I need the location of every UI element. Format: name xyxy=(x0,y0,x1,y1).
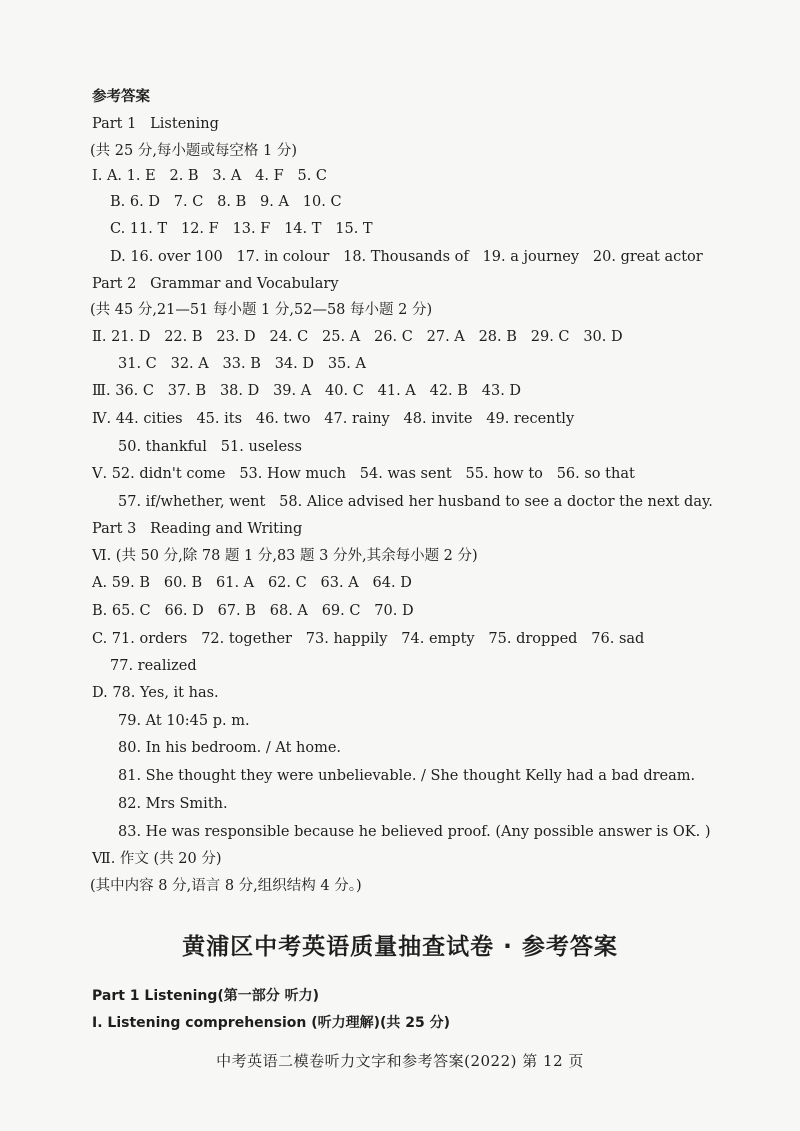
answer-line: D. 16. over 100 17. in colour 18. Thousands of 19. a journey 20. great actor xyxy=(110,249,703,265)
answer-line: 79. At 10:45 p. m. xyxy=(118,713,250,729)
listening-comprehension-heading: Ⅰ. Listening comprehension (听力理解)(共 25 分) xyxy=(92,1015,451,1031)
answer-line: A. 59. B 60. B 61. A 62. C 63. A 64. D xyxy=(92,575,412,591)
part3-score-note: Ⅵ. (共 50 分,除 78 题 1 分,83 题 3 分外,其余每小题 2 分) xyxy=(92,548,478,564)
section-title: 参考答案 xyxy=(92,89,150,105)
answer-line: 83. He was responsible because he believed proof. (Any possible answer is OK. ) xyxy=(118,824,711,840)
answer-line: 82. Mrs Smith. xyxy=(118,796,228,812)
answer-line: Ⅲ. 36. C 37. B 38. D 39. A 40. C 41. A 42. B 43. D xyxy=(92,383,522,399)
answer-line: Ⅱ. 21. D 22. B 23. D 24. C 25. A 26. C 27. A 28. B 29. C 30. D xyxy=(92,329,623,345)
page-footer: 中考英语二模卷听力文字和参考答案(2022) 第 12 页 xyxy=(216,1052,584,1070)
answer-line: 81. She thought they were unbelievable. / She thought Kelly had a bad dream. xyxy=(118,768,696,784)
answer-line: Ⅰ. A. 1. E 2. B 3. A 4. F 5. C xyxy=(92,168,328,184)
answer-line: C. 11. T 12. F 13. F 14. T 15. T xyxy=(110,221,373,237)
writing-score-note: (其中内容 8 分,语言 8 分,组织结构 4 分。) xyxy=(90,878,362,894)
answer-line: Ⅴ. 52. didn't come 53. How much 54. was sent 55. how to 56. so that xyxy=(92,466,635,482)
part3-heading: Part 3 Reading and Writing xyxy=(92,521,303,537)
writing-heading: Ⅶ. 作文 (共 20 分) xyxy=(92,851,222,867)
answer-line: Ⅳ. 44. cities 45. its 46. two 47. rainy 48. invite 49. recently xyxy=(92,411,575,427)
answer-line: 31. C 32. A 33. B 34. D 35. A xyxy=(118,356,366,372)
answer-line: C. 71. orders 72. together 73. happily 74. empty 75. dropped 76. sad xyxy=(92,631,645,647)
answer-line: 80. In his bedroom. / At home. xyxy=(118,740,342,756)
answer-line: 57. if/whether, went 58. Alice advised her husband to see a doctor the next day. xyxy=(118,494,713,510)
answer-line: 50. thankful 51. useless xyxy=(118,439,302,455)
section-heading: 黄浦区中考英语质量抽查试卷 · 参考答案 xyxy=(182,934,618,960)
answer-line: B. 6. D 7. C 8. B 9. A 10. C xyxy=(110,194,342,210)
part1-listening-heading: Part 1 Listening(第一部分 听力) xyxy=(92,988,320,1004)
part1-score-note: (共 25 分,每小题或每空格 1 分) xyxy=(90,143,298,159)
answer-line: 77. realized xyxy=(110,658,197,674)
answer-line: D. 78. Yes, it has. xyxy=(92,685,219,701)
part2-heading: Part 2 Grammar and Vocabulary xyxy=(92,276,339,292)
answer-line: B. 65. C 66. D 67. B 68. A 69. C 70. D xyxy=(92,603,414,619)
part1-heading: Part 1 Listening xyxy=(92,116,219,132)
part2-score-note: (共 45 分,21—51 每小题 1 分,52—58 每小题 2 分) xyxy=(90,302,433,318)
